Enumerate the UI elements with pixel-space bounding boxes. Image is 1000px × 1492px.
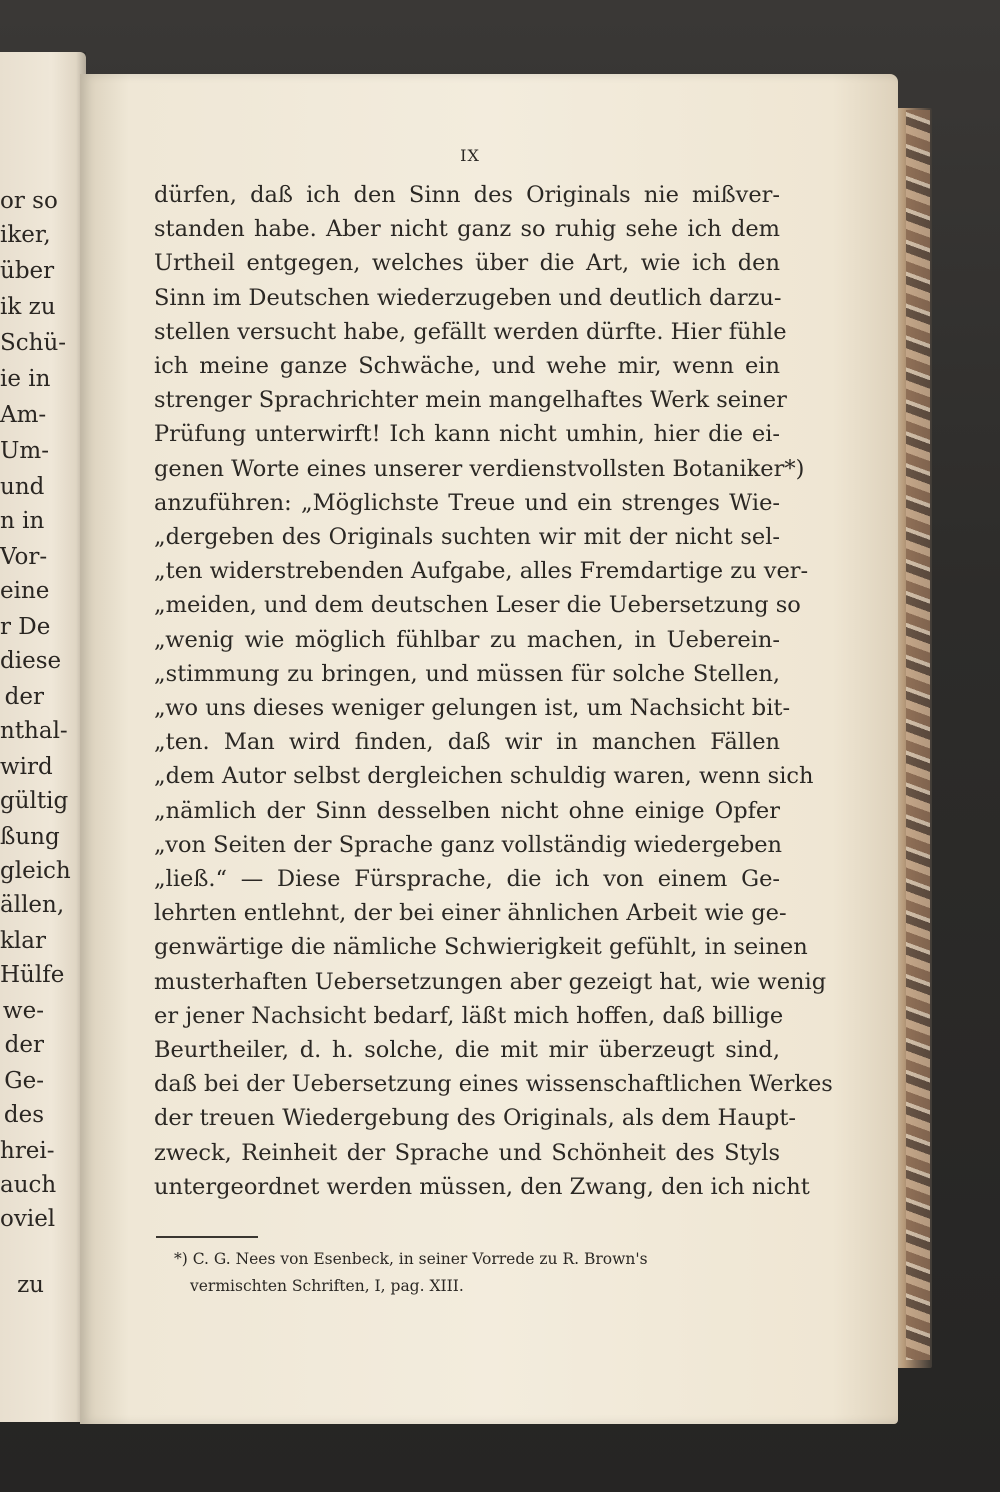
marbled-cover-edge [906, 110, 930, 1360]
left-page-fragment: der [4, 684, 44, 710]
left-page-fragment: diese [0, 648, 62, 674]
text-line: Urtheil entgegen, welches über die Art, wie ich den [154, 250, 780, 277]
left-page-fragment: ie in [0, 366, 51, 392]
left-page-fragment: Vor- [0, 544, 48, 570]
text-line: stellen versucht habe, gefällt werden dürfte. Hier fühle [154, 318, 787, 345]
left-page-fragment: n in [0, 508, 45, 534]
left-page-fragment: eine [0, 578, 50, 604]
left-page-fragment: Hülfe [0, 962, 65, 988]
text-line: „wo uns dieses weniger gelungen ist, um Nachsicht bit- [154, 695, 791, 721]
text-line: „nämlich der Sinn desselben nicht ohne einige Opfer [154, 797, 780, 824]
text-line: er jener Nachsicht bedarf, läßt mich hoffen, daß billige [154, 1002, 784, 1029]
text-line: „ten widerstrebenden Aufgabe, alles Fremdartige zu ver- [154, 558, 809, 585]
text-line: untergeordnet werden müssen, den Zwang, den ich nicht [154, 1173, 810, 1200]
text-line: standen habe. Aber nicht ganz so ruhig sehe ich dem [154, 216, 780, 243]
left-page-fragment: auch [0, 1172, 57, 1198]
text-line: „dem Autor selbst dergleichen schuldig waren, wenn sich [154, 763, 814, 790]
text-line: „ließ.“ — Diese Fürsprache, die ich von einem Ge- [154, 866, 780, 892]
text-line: strenger Sprachrichter mein mangelhaftes Werk seiner [154, 387, 787, 414]
left-page-fragment: wird [0, 754, 53, 780]
footnote-line: *) C. G. Nees von Esenbeck, in seiner Vorrede zu R. Brown's [174, 1250, 648, 1268]
text-line: genwärtige die nämliche Schwierigkeit gefühlt, in seinen [154, 934, 808, 961]
left-page-fragment: Am- [0, 402, 47, 428]
left-page-fragment: nthal- [0, 718, 68, 744]
left-page-fragment: gleich [0, 858, 71, 884]
left-page-fragment: über [0, 258, 55, 284]
left-page-fragment: iker, [0, 222, 51, 248]
left-page-fragment: zu [17, 1272, 44, 1298]
text-line: dürfen, daß ich den Sinn des Originals nie mißver- [154, 182, 780, 208]
footnote-line: vermischten Schriften, I, pag. XIII. [190, 1277, 464, 1295]
left-page-fragment: ik zu [0, 294, 56, 320]
left-page-fragment: und [0, 474, 45, 500]
text-line: zweck, Reinheit der Sprache und Schönheit des Styls [154, 1139, 780, 1166]
left-page-fragment: r De [0, 614, 51, 640]
text-line: Prüfung unterwirft! Ich kann nicht umhin, hier die ei- [154, 421, 780, 448]
text-line: Sinn im Deutschen wiederzugeben und deutlich darzu- [154, 284, 782, 311]
left-page-fragment: Um- [0, 438, 49, 464]
page-number: IX [460, 146, 480, 165]
left-page-fragment: der [4, 1032, 44, 1058]
left-page-fragment: oviel [0, 1206, 56, 1232]
text-line: „dergeben des Originals suchten wir mit der nicht sel- [154, 524, 780, 550]
left-page-fragment: Schü- [0, 330, 67, 356]
left-page-fragment: ällen, [0, 892, 65, 918]
left-page-fragment: hrei- [0, 1138, 55, 1164]
text-line: „wenig wie möglich fühlbar zu machen, in Ueberein- [154, 626, 780, 653]
text-line: „stimmung zu bringen, und müssen für solche Stellen, [154, 660, 780, 687]
left-page-fragment: klar [0, 928, 46, 954]
left-page-fragment: Ge- [4, 1068, 44, 1094]
text-line: Beurtheiler, d. h. solche, die mit mir überzeugt sind, [154, 1037, 780, 1063]
text-line: daß bei der Uebersetzung eines wissenschaftlichen Werkes [154, 1071, 833, 1098]
text-line: „meiden, und dem deutschen Leser die Uebersetzung so [154, 592, 801, 619]
left-page-fragment: gültig [0, 788, 69, 814]
text-line: „von Seiten der Sprache ganz vollständig wiedergeben [154, 831, 783, 858]
text-line: musterhaften Uebersetzungen aber gezeigt hat, wie wenig [154, 968, 827, 995]
text-line: der treuen Wiedergebung des Originals, als dem Haupt- [154, 1105, 797, 1132]
left-page-fragment: des [3, 1102, 44, 1128]
left-page-fragment: or so [0, 188, 58, 214]
left-page-fragment: we- [2, 998, 44, 1024]
text-line: genen Worte eines unserer verdienstvollsten Botaniker*) [154, 455, 805, 482]
footnote-rule [156, 1236, 258, 1238]
text-line: ich meine ganze Schwäche, und wehe mir, wenn ein [154, 353, 780, 379]
left-page-fragment: ßung [0, 824, 60, 850]
text-line: „ten. Man wird finden, daß wir in manchen Fällen [154, 729, 780, 756]
text-line: lehrten entlehnt, der bei einer ähnlichen Arbeit wie ge- [154, 900, 787, 927]
text-line: anzuführen: „Möglichste Treue und ein strenges Wie- [154, 489, 780, 516]
